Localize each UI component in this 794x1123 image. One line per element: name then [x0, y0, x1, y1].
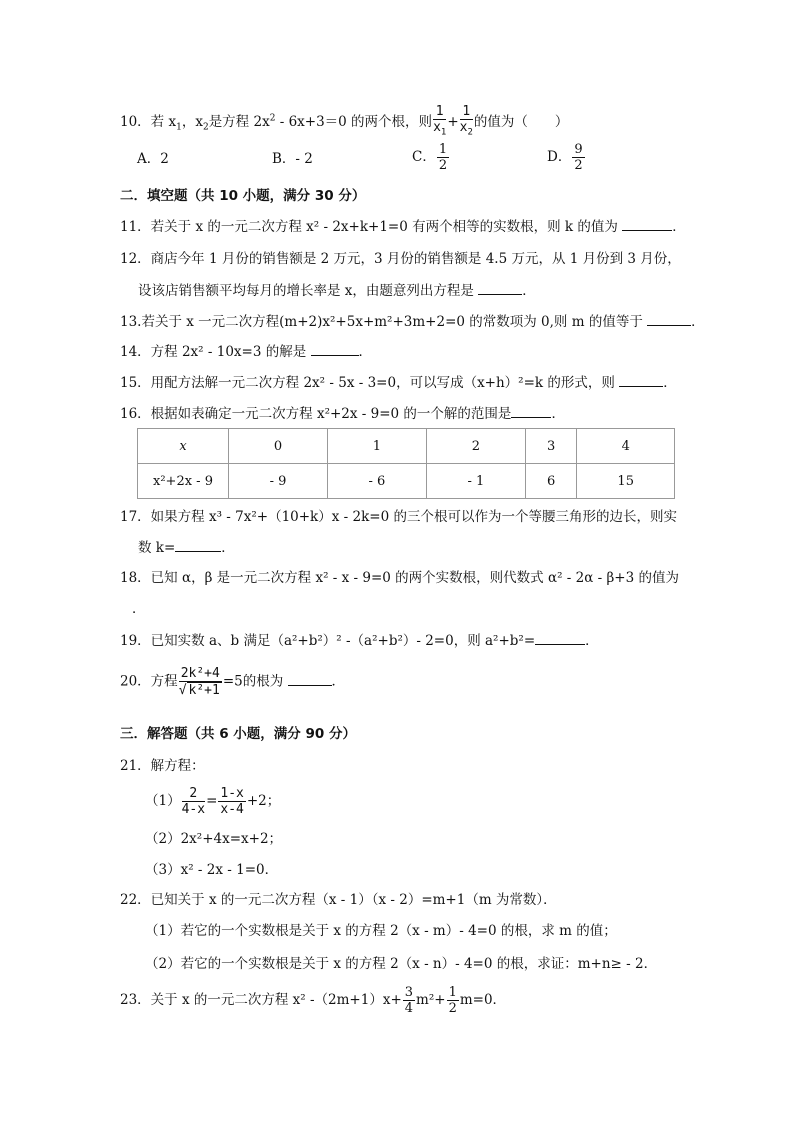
section-2-heading: 二．填空题（共 10 小题，满分 30 分） [120, 188, 366, 204]
q10-text-b: ，x [181, 113, 203, 130]
table-cell: 4 [577, 429, 675, 464]
opt-label: C． [412, 149, 436, 165]
frac-den [433, 120, 446, 141]
q23-text-mid: m²+ [416, 992, 446, 1008]
q10-option-d [547, 142, 586, 173]
q10-sub1: 1 [176, 122, 182, 133]
frac-den: 4 [404, 1001, 414, 1016]
question-13: 13.若关于 x 一元二次方程(m+2)x²+5x+m²+3m+2=0 的常数项为 0,则 m 的值等于 ． [120, 314, 705, 330]
q21-part-3: （3）x² - 2x - 1=0． [145, 862, 279, 878]
section-3-heading: 三．解答题（共 6 小题，满分 90 分） [120, 726, 356, 742]
question-23 [120, 985, 506, 1016]
answer-blank [478, 282, 522, 295]
answer-blank [647, 313, 691, 326]
q20-fraction [179, 666, 222, 698]
question-17-line-2: 数 k= ． [138, 540, 235, 556]
frac-den: 2 [438, 158, 448, 173]
frac-den: 2 [574, 158, 583, 173]
opt-c-fraction [437, 142, 449, 173]
q10-fraction-1 [433, 104, 446, 141]
q10-option-c [412, 142, 450, 173]
frac-den: 4-x [181, 802, 206, 817]
table-cell: 15 [577, 464, 675, 499]
q14-text: 14．方程 2x² - 10x=3 的解是 [120, 344, 307, 360]
q23-text-pre: 23．关于 x 的一元二次方程 x² -（2m+1）x+ [120, 992, 402, 1008]
question-22: 22．已知关于 x 的一元二次方程（x - 1）（x - 2）=m+1（m 为常数）． [120, 892, 557, 908]
question-14: 14．方程 2x² - 10x=3 的解是 ． [120, 344, 373, 360]
frac-num: 2 [182, 786, 205, 802]
frac-den-text: x [459, 120, 468, 135]
table-cell: x [138, 429, 229, 464]
q16-value-table [137, 428, 675, 499]
answer-blank [535, 632, 585, 645]
q10-text-a: 10．若 x [120, 113, 177, 130]
question-18-line-1: 18．已知 α，β 是一元二次方程 x² - x - 9=0 的两个实数根，则代数式 α² - 2α - β+3 的值为 [120, 570, 679, 586]
question-16: 16．根据如表确定一元二次方程 x²+2x - 9=0 的一个解的范围是 ． [120, 406, 565, 422]
frac-den: 2 [448, 1001, 457, 1016]
part-label: （1） [145, 793, 181, 809]
q10-option-a: A．2 [137, 151, 169, 167]
q23-fraction-1 [403, 985, 415, 1016]
frac-num: 1 [438, 142, 448, 157]
opt-d-fraction [572, 142, 584, 173]
question-11: 11．若关于 x 的一元二次方程 x² - 2x+k+1=0 有两个相等的实数根，则 k 的值为 ． [120, 219, 686, 235]
frac-num: 1 [448, 985, 457, 1000]
question-12-line-1: 12．商店今年 1 月份的销售额是 2 万元，3 月份的销售额是 4.5 万元，从 1 月份到 3 月份， [120, 251, 681, 267]
question-21: 21．解方程： [120, 758, 205, 774]
q21-part-1: （1） $\frac{2}{4-x}$ = $\frac{1-x}{x-4}$ +2； [145, 786, 281, 817]
frac-den-sub: 2 [467, 127, 473, 138]
question-10: 10．若 $x_1$，$x_2$是方程 $2x^2 - 6x+3=0$ 的两个根，则 $\frac{1}{x_1}$ + $\frac{1}{x_2}$ 的值为（ ） [120, 104, 568, 141]
table-cell: - 9 [229, 464, 328, 499]
question-20: 20．方程 $\frac{\text{2k²+4}}{\text{√ k²+1}}$ =5的根为 ． [120, 666, 346, 698]
q21-tail: +2； [246, 793, 281, 809]
opt-label: D． [547, 149, 572, 165]
q22-part-2: （2）若它的一个实数根是关于 x 的方程 2（x - n）- 4=0 的根，求证：m+n≥ - 2． [145, 956, 658, 972]
q10-fraction-2 [460, 104, 473, 141]
q23-text-post: m=0． [459, 992, 507, 1008]
table-row [138, 464, 675, 499]
q23-fraction-2 [447, 985, 459, 1016]
q10-text-d: - 6x+3＝0 的两个根，则 [275, 113, 433, 130]
table-cell: x²+2x - 9 [138, 464, 229, 499]
q15-text: 15．用配方法解一元二次方程 2x² - 5x - 3=0，可以写成（x+h）²=k 的形式，则 [120, 375, 615, 391]
q10-text-e: 的值为（ ） [473, 113, 569, 130]
q17-text: 数 k= [138, 540, 176, 556]
answer-blank [311, 343, 359, 356]
question-12-line-2: 设该店销售额平均每月的增长率是 x，由题意列出方程是 ． [138, 283, 536, 299]
q22-part-1: （1）若它的一个实数根是关于 x 的方程 2（x - m）- 4=0 的根，求 m 的值； [145, 923, 617, 939]
q20-text-pre: 20．方程 [120, 673, 178, 690]
frac-num: 1 [433, 104, 446, 120]
frac-num: 2k²+4 [180, 666, 220, 681]
frac-den: x-4 [220, 802, 244, 817]
table-cell: 1 [327, 429, 426, 464]
frac-num: 1-x [220, 786, 244, 801]
q21-fraction-2 [218, 786, 245, 817]
table-cell: 2 [426, 429, 525, 464]
q16-text: 16．根据如表确定一元二次方程 x²+2x - 9=0 的一个解的范围是 [120, 406, 512, 422]
question-15: 15．用配方法解一元二次方程 2x² - 5x - 3=0，可以写成（x+h）²=k 的形式，则 ． [120, 375, 677, 391]
answer-blank [175, 539, 221, 552]
answer-blank [622, 218, 672, 231]
q12-text: 设该店销售额平均每月的增长率是 x，由题意列出方程是 [138, 283, 474, 299]
frac-den-text: x [433, 120, 441, 135]
q21-fraction-1 [182, 786, 205, 817]
table-cell: - 1 [426, 464, 525, 499]
answer-blank [619, 374, 663, 387]
table-cell: - 6 [327, 464, 426, 499]
answer-blank [288, 673, 332, 686]
question-19: 19．已知实数 a、b 满足（a²+b²）² -（a²+b²）- 2=0，则 a²+b²= ． [120, 633, 599, 649]
question-17-line-1: 17．如果方程 x³ - 7x²+（10+k）x - 2k=0 的三个根可以作为一个等腰三角形的边长，则实 [120, 509, 677, 525]
q10-sub2: 2 [202, 122, 209, 133]
table-cell: 0 [229, 429, 328, 464]
q11-text: 11．若关于 x 的一元二次方程 x² - 2x+k+1=0 有两个相等的实数根，则 k 的值为 [120, 219, 618, 235]
table-row [138, 429, 675, 464]
q10-sup: 2 [269, 113, 276, 124]
frac-num: 1 [460, 104, 473, 120]
frac-den-sub: 1 [440, 127, 447, 138]
q10-option-b: B．- 2 [272, 151, 313, 167]
frac-den [460, 120, 473, 141]
table-cell: 3 [525, 429, 577, 464]
question-18-line-2: ． [132, 601, 146, 617]
q21-part-2: （2）2x²+4x=x+2； [145, 831, 283, 847]
q13-text: 13.若关于 x 一元二次方程(m+2)x²+5x+m²+3m+2=0 的常数项为 0,则 m 的值等于 [120, 314, 643, 330]
q10-text-c: 是方程 2x [208, 113, 270, 130]
frac-num: 9 [574, 142, 583, 157]
sqrt-radicand: k²+1 [188, 683, 220, 698]
answer-blank [511, 405, 551, 418]
q20-text-post: =5的根为 [222, 673, 284, 690]
frac-num: 3 [404, 985, 414, 1000]
table-cell: 6 [525, 464, 577, 499]
q19-text: 19．已知实数 a、b 满足（a²+b²）² -（a²+b²）- 2=0，则 a²+b²= [120, 633, 536, 649]
frac-den: √ k²+1 [178, 683, 220, 698]
